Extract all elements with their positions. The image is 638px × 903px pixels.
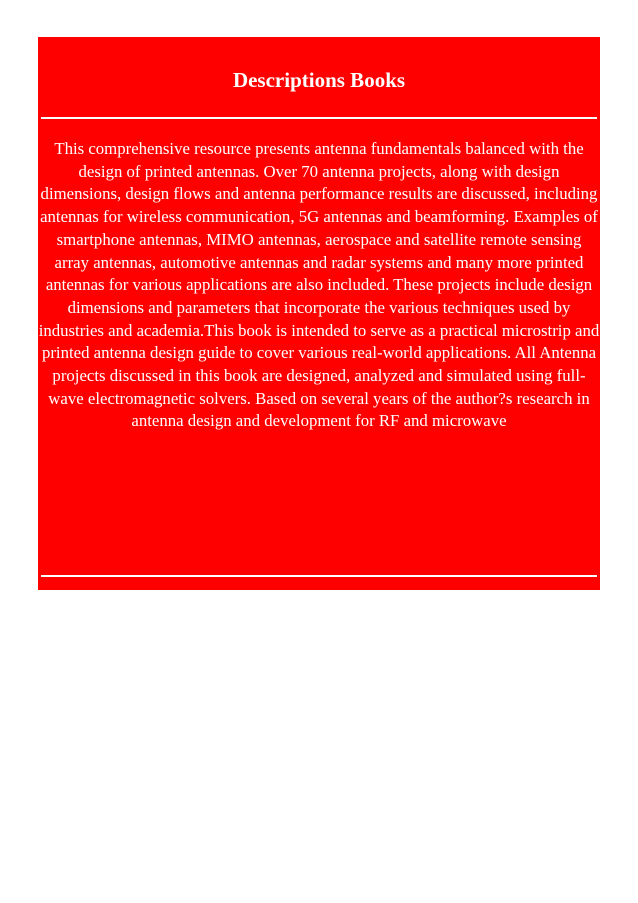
description-panel: [38, 37, 600, 590]
book-description: This comprehensive resource presents antenna fundamentals balanced with the design of printed antennas. Over 70 antenna projects, along with design dimensions, design flows and antenna performance results are discussed, including antennas for wireless communication, 5G antennas and beamforming. Examples of smartphone antennas, MIMO antennas, aerospace and satellite remote sensing array antennas, automotive antennas and radar systems and many more printed antennas for various applications are also included. These projects include design dimensions and parameters that incorporate the various techniques used by industries and academia.This book is intended to serve as a practical microstrip and printed antenna design guide to cover various real-world applications. All Antenna projects discussed in this book are designed, analyzed and simulated using full-wave electromagnetic solvers. Based on several years of the author?s research in antenna design and development for RF and microwave: [38, 139, 600, 431]
bottom-divider: [41, 575, 597, 577]
title-divider: [41, 117, 597, 119]
panel-title: Descriptions Books: [232, 68, 406, 92]
